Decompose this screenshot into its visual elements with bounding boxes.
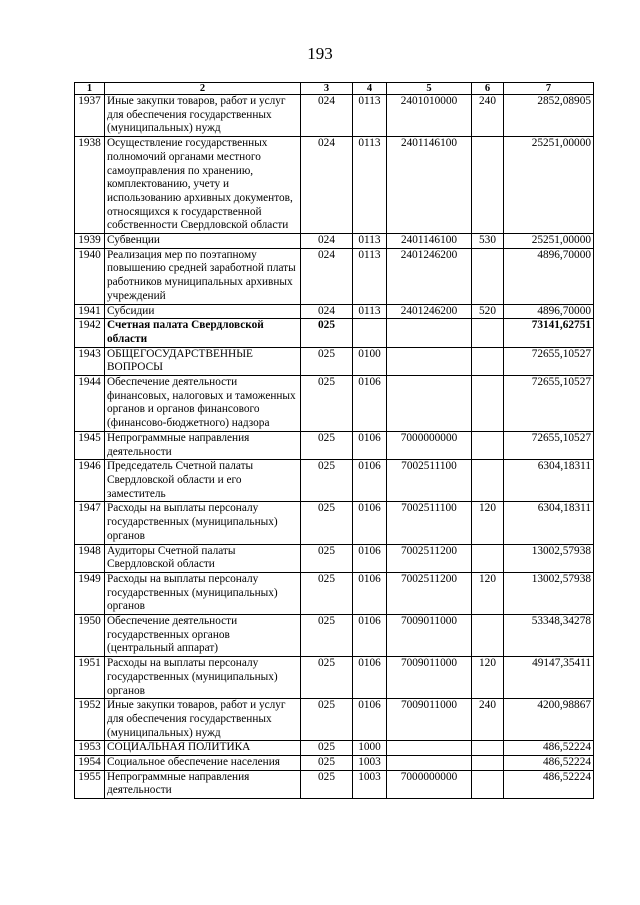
table-row [75,615,594,657]
target-code [387,741,472,756]
row-name: Социальное обеспечение населения [105,756,301,771]
admin-code: 025 [301,572,353,614]
expense-type-code [472,756,504,771]
target-code: 7009011000 [387,615,472,657]
row-amount: 13002,57938 [504,572,594,614]
admin-code: 025 [301,770,353,798]
table-row [75,304,594,319]
section-code: 0106 [353,657,387,699]
row-number: 1953 [75,741,105,756]
section-code: 0106 [353,572,387,614]
section-code: 0106 [353,544,387,572]
row-number: 1948 [75,544,105,572]
section-code: 0106 [353,699,387,741]
row-number: 1947 [75,502,105,544]
section-code: 0106 [353,502,387,544]
table-row [75,137,594,234]
col-header: 3 [301,83,353,95]
section-code: 0113 [353,234,387,249]
target-code: 7002511200 [387,544,472,572]
row-name: Осуществление государственных полномочий органами местного самоуправления по хранению, комплектованию, учету и использованию архивных документов, относящихся к государственной собственности Свердловской области [105,137,301,234]
row-name: Председатель Счетной палаты Свердловской области и его заместитель [105,460,301,502]
row-number: 1943 [75,347,105,375]
row-name: Реализация мер по поэтапному повышению средней заработной платы работников муниципальных архивных учреждений [105,248,301,304]
admin-code: 025 [301,756,353,771]
row-name: Расходы на выплаты персоналу государственных (муниципальных) органов [105,502,301,544]
target-code [387,319,472,347]
target-code [387,376,472,432]
row-amount: 4896,70000 [504,304,594,319]
admin-code: 025 [301,741,353,756]
admin-code: 024 [301,304,353,319]
expense-type-code: 120 [472,657,504,699]
admin-code: 025 [301,319,353,347]
target-code: 7009011000 [387,699,472,741]
table-body [75,95,594,799]
admin-code: 025 [301,699,353,741]
row-amount: 13002,57938 [504,544,594,572]
table-row [75,347,594,375]
expense-type-code [472,319,504,347]
row-number: 1946 [75,460,105,502]
section-code: 1000 [353,741,387,756]
row-number: 1951 [75,657,105,699]
section-code: 0113 [353,248,387,304]
row-amount: 49147,35411 [504,657,594,699]
budget-table [74,82,594,799]
row-amount: 72655,10527 [504,376,594,432]
row-amount: 2852,08905 [504,95,594,137]
expense-type-code [472,431,504,459]
row-amount: 72655,10527 [504,347,594,375]
row-number: 1942 [75,319,105,347]
expense-type-code [472,248,504,304]
row-number: 1955 [75,770,105,798]
expense-type-code: 120 [472,572,504,614]
row-number: 1940 [75,248,105,304]
row-amount: 6304,18311 [504,460,594,502]
expense-type-code [472,741,504,756]
row-number: 1941 [75,304,105,319]
expense-type-code [472,770,504,798]
target-code: 7002511100 [387,460,472,502]
col-header: 2 [105,83,301,95]
section-code: 0106 [353,431,387,459]
page-number: 193 [307,44,333,63]
row-amount: 73141,62751 [504,319,594,347]
row-name: Субвенции [105,234,301,249]
expense-type-code [472,544,504,572]
admin-code: 025 [301,615,353,657]
table-row [75,431,594,459]
admin-code: 025 [301,502,353,544]
row-name: Непрограммные направления деятельности [105,431,301,459]
table-row [75,699,594,741]
section-code: 0106 [353,615,387,657]
row-amount: 25251,00000 [504,234,594,249]
expense-type-code [472,460,504,502]
table-row [75,756,594,771]
table-row [75,502,594,544]
expense-type-code [472,137,504,234]
expense-type-code: 240 [472,699,504,741]
row-number: 1937 [75,95,105,137]
expense-type-code [472,376,504,432]
row-number: 1938 [75,137,105,234]
row-name: ОБЩЕГОСУДАРСТВЕННЫЕ ВОПРОСЫ [105,347,301,375]
target-code: 7009011000 [387,657,472,699]
target-code: 2401146100 [387,234,472,249]
row-amount: 6304,18311 [504,502,594,544]
row-name: Аудиторы Счетной палаты Свердловской области [105,544,301,572]
table-row [75,741,594,756]
table-row [75,460,594,502]
row-amount: 25251,00000 [504,137,594,234]
row-amount: 4200,98867 [504,699,594,741]
target-code: 7000000000 [387,770,472,798]
row-amount: 486,52224 [504,770,594,798]
admin-code: 025 [301,376,353,432]
expense-type-code: 240 [472,95,504,137]
table-row [75,544,594,572]
section-code [353,319,387,347]
row-amount: 486,52224 [504,756,594,771]
col-header: 4 [353,83,387,95]
target-code: 7000000000 [387,431,472,459]
admin-code: 024 [301,234,353,249]
row-name: Иные закупки товаров, работ и услуг для обеспечения государственных (муниципальных) нужд [105,95,301,137]
row-number: 1939 [75,234,105,249]
row-name: Расходы на выплаты персоналу государственных (муниципальных) органов [105,572,301,614]
row-amount: 4896,70000 [504,248,594,304]
row-name: Расходы на выплаты персоналу государственных (муниципальных) органов [105,657,301,699]
section-code: 0113 [353,95,387,137]
row-name: Обеспечение деятельности государственных органов (центральный аппарат) [105,615,301,657]
expense-type-code: 120 [472,502,504,544]
row-number: 1944 [75,376,105,432]
row-name: Иные закупки товаров, работ и услуг для обеспечения государственных (муниципальных) нужд [105,699,301,741]
row-number: 1952 [75,699,105,741]
col-header: 6 [472,83,504,95]
col-header: 7 [504,83,594,95]
table-row [75,234,594,249]
target-code [387,347,472,375]
table-row [75,95,594,137]
row-name: Счетная палата Свердловской области [105,319,301,347]
expense-type-code [472,615,504,657]
expense-type-code: 520 [472,304,504,319]
table-row [75,319,594,347]
target-code: 2401246200 [387,248,472,304]
admin-code: 025 [301,544,353,572]
row-name: Непрограммные направления деятельности [105,770,301,798]
row-number: 1945 [75,431,105,459]
table-row [75,572,594,614]
row-amount: 486,52224 [504,741,594,756]
section-code: 0106 [353,460,387,502]
row-name: Обеспечение деятельности финансовых, налоговых и таможенных органов и органов финансового (финансово-бюджетного) надзора [105,376,301,432]
section-code: 0113 [353,304,387,319]
admin-code: 024 [301,95,353,137]
expense-type-code: 530 [472,234,504,249]
row-amount: 53348,34278 [504,615,594,657]
expense-type-code [472,347,504,375]
admin-code: 025 [301,460,353,502]
target-code: 2401246200 [387,304,472,319]
row-name: Субсидии [105,304,301,319]
row-number: 1949 [75,572,105,614]
row-amount: 72655,10527 [504,431,594,459]
admin-code: 025 [301,657,353,699]
admin-code: 024 [301,137,353,234]
admin-code: 025 [301,431,353,459]
section-code: 1003 [353,770,387,798]
header-row [75,83,594,95]
table-row [75,657,594,699]
target-code [387,756,472,771]
row-number: 1954 [75,756,105,771]
table-row [75,248,594,304]
table-row [75,376,594,432]
col-header: 5 [387,83,472,95]
section-code: 0113 [353,137,387,234]
row-name: СОЦИАЛЬНАЯ ПОЛИТИКА [105,741,301,756]
section-code: 0106 [353,376,387,432]
target-code: 2401010000 [387,95,472,137]
section-code: 1003 [353,756,387,771]
section-code: 0100 [353,347,387,375]
target-code: 2401146100 [387,137,472,234]
col-header: 1 [75,83,105,95]
target-code: 7002511200 [387,572,472,614]
admin-code: 025 [301,347,353,375]
row-number: 1950 [75,615,105,657]
table-row [75,770,594,798]
admin-code: 024 [301,248,353,304]
target-code: 7002511100 [387,502,472,544]
